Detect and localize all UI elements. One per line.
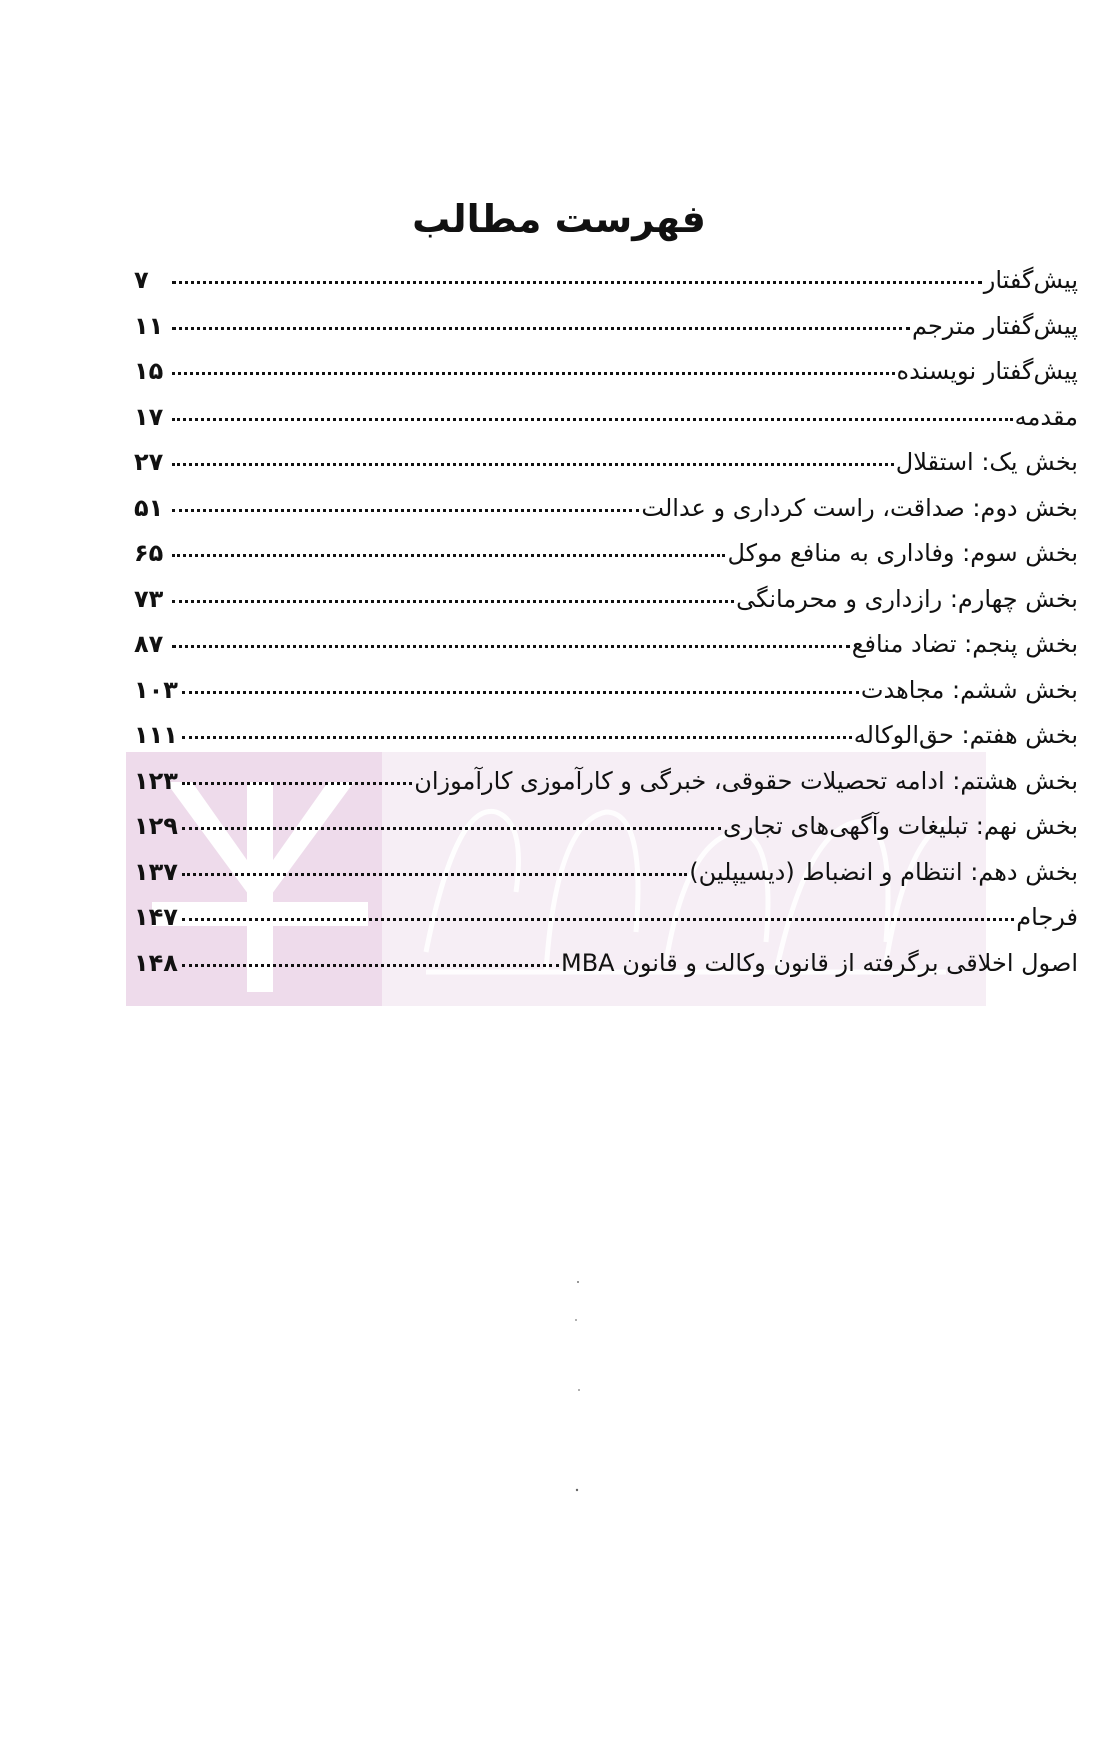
toc-page-number: ۱۳۷	[134, 857, 178, 886]
toc-entry-label: بخش پنجم: تضاد منافع	[851, 630, 1078, 658]
toc-page-number: ۷۳	[134, 584, 164, 613]
toc-entry-label: فرجام	[1016, 903, 1078, 931]
toc-page-number: ۲۷	[134, 448, 164, 476]
toc-row	[134, 539, 1078, 585]
toc-leader-dots	[182, 873, 687, 876]
toc-row	[134, 357, 1078, 403]
scan-specks	[574, 1280, 584, 1500]
toc-leader-dots	[172, 645, 850, 648]
toc-row	[134, 903, 1078, 949]
toc-leader-dots	[172, 372, 895, 375]
toc-row	[134, 312, 1078, 358]
toc-entry-label: بخش ششم: مجاهدت	[860, 675, 1078, 704]
toc-entry-label: بخش چهارم: رازداری و محرمانگی	[736, 584, 1078, 613]
toc-entry-label: مقدمه	[1014, 402, 1078, 431]
toc-leader-dots	[182, 782, 412, 785]
toc-leader-dots	[182, 736, 852, 739]
toc-entry-label: بخش دهم: انتظام و انضباط (دیسیپلین)	[689, 857, 1078, 886]
toc-row	[134, 767, 1078, 813]
toc-leader-dots	[182, 827, 721, 830]
toc-page-number: ۱۱	[134, 311, 164, 340]
toc-entry-label: پیش‌گفتار	[983, 266, 1078, 294]
toc-row	[134, 403, 1078, 449]
toc-row	[134, 812, 1078, 858]
toc-row	[134, 721, 1078, 767]
toc-page-number: ۷	[134, 266, 149, 294]
toc-page-number: ۸۷	[134, 630, 164, 658]
toc-page-number: ۱۵	[134, 357, 164, 385]
toc-leader-dots	[172, 463, 894, 466]
toc-page-number: ۱۷	[134, 402, 164, 431]
toc-entry-label: بخش هفتم: حق‌الوکاله	[853, 721, 1078, 749]
toc-list	[134, 266, 1078, 994]
toc-page-number: ۱۲۹	[134, 812, 178, 840]
toc-leader-dots	[172, 418, 1013, 421]
toc-row	[134, 858, 1078, 904]
page-title: فهرست مطالب	[412, 197, 706, 242]
toc-entry-label: اصول اخلاقی برگرفته از قانون وکالت و قانون MBA	[560, 948, 1078, 977]
toc-row	[134, 949, 1078, 995]
toc-row	[134, 676, 1078, 722]
toc-page-number: ۱۰۳	[134, 675, 178, 704]
toc-page-number: ۱۴۷	[134, 903, 178, 931]
toc-row	[134, 630, 1078, 676]
toc-row	[134, 448, 1078, 494]
toc-page-number: ۵۱	[134, 493, 164, 522]
toc-row	[134, 585, 1078, 631]
toc-page-number: ۶۵	[134, 539, 164, 567]
toc-leader-dots	[172, 327, 910, 330]
toc-entry-label: بخش یک: استقلال	[895, 448, 1078, 476]
toc-entry-label: بخش دوم: صداقت، راست کرداری و عدالت	[641, 493, 1078, 522]
toc-leader-dots	[172, 554, 725, 557]
toc-page-number: ۱۱۱	[134, 721, 178, 749]
toc-leader-dots	[182, 964, 559, 967]
toc-entry-label: بخش نهم: تبلیغات وآگهی‌های تجاری	[722, 812, 1078, 840]
toc-entry-label: پیش‌گفتار مترجم	[911, 311, 1078, 340]
toc-row	[134, 494, 1078, 540]
toc-page-number: ۱۲۳	[134, 766, 178, 795]
toc-leader-dots	[172, 509, 639, 512]
toc-row	[134, 266, 1078, 312]
toc-leader-dots	[172, 600, 734, 603]
toc-leader-dots	[182, 691, 859, 694]
toc-entry-label: بخش سوم: وفاداری به منافع موکل	[727, 539, 1078, 567]
toc-entry-label: پیش‌گفتار نویسنده	[896, 357, 1078, 385]
toc-leader-dots	[182, 918, 1014, 921]
toc-leader-dots	[172, 281, 982, 284]
toc-page-number: ۱۴۸	[134, 948, 178, 977]
toc-entry-label: بخش هشتم: ادامه تحصیلات حقوقی، خبرگی و کارآموزی کارآموزان	[414, 766, 1078, 795]
